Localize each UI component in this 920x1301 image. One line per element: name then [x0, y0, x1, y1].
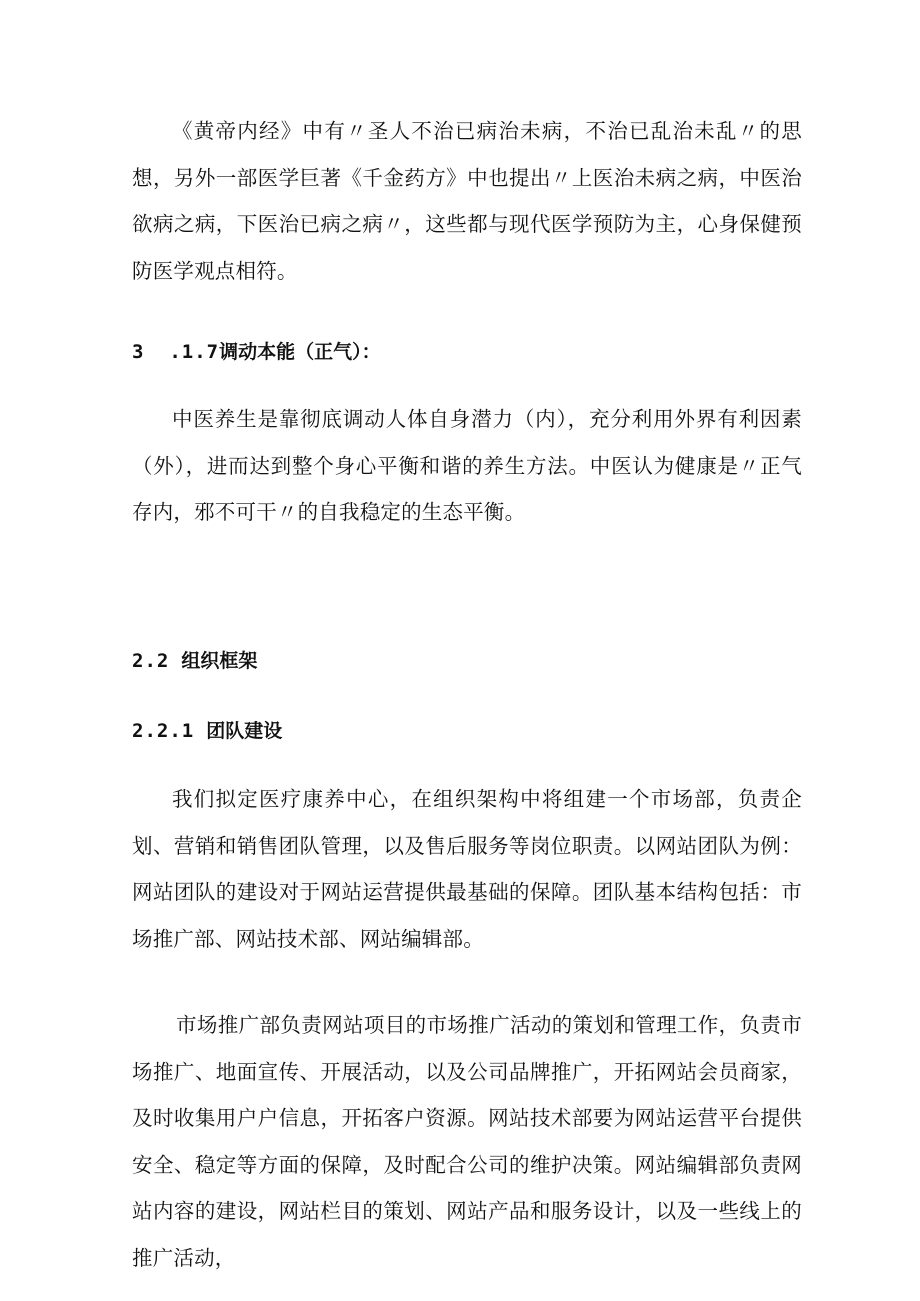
section-heading-2-2	[132, 647, 257, 675]
section-title: 组织框架	[181, 650, 258, 672]
body-paragraph-vital-energy: 中医养生是靠彻底调动人体自身潜力（内），充分利用外界有利因素（外），进而达到整个身心平衡和谐的养生方法。中医认为健康是〃正气存内，邪不可干〃的自我稳定的生态平衡。	[132, 407, 802, 524]
section-number: 3 .1.7	[132, 341, 220, 363]
section-title: 调动本能（正气）：	[219, 341, 381, 363]
intro-paragraph: 《黄帝内经》中有〃圣人不治已病治未病，不治已乱治未乱〃的思想，另外一部医学巨著《千金药方》中也提出〃上医治未病之病，中医治欲病之病，下医治已病之病〃，这些都与现代医学预防为主，心身保健预防医学观点相符。	[132, 119, 802, 283]
section-title: 团队建设	[206, 720, 283, 742]
section-number: 2.2	[132, 650, 170, 672]
team-building-paragraph-2: 市场推广部负责网站项目的市场推广活动的策划和管理工作，负责市场推广、地面宣传、开展活动，以及公司品牌推广，开拓网站会员商家，及时收集用户户信息，开拓客户资源。网站技术部要为网站运营平台提供安全、稳定等方面的保障，及时配合公司的维护决策。网站编辑部负责网站内容的建设，网站栏目的策划、网站产品和服务设计，以及一些线上的推广活动，	[132, 1013, 802, 1270]
section-heading-2-2-1	[132, 717, 282, 745]
section-heading-3-1-7	[132, 338, 381, 366]
section-number: 2.2.1	[132, 720, 195, 742]
team-building-paragraph-1: 我们拟定医疗康养中心，在组织架构中将组建一个市场部，负责企划、营销和销售团队管理，以及售后服务等岗位职责。以网站团队为例：网站团队的建设对于网站运营提供最基础的保障。团队基本结构包括：市场推广部、网站技术部、网站编辑部。	[132, 787, 802, 951]
